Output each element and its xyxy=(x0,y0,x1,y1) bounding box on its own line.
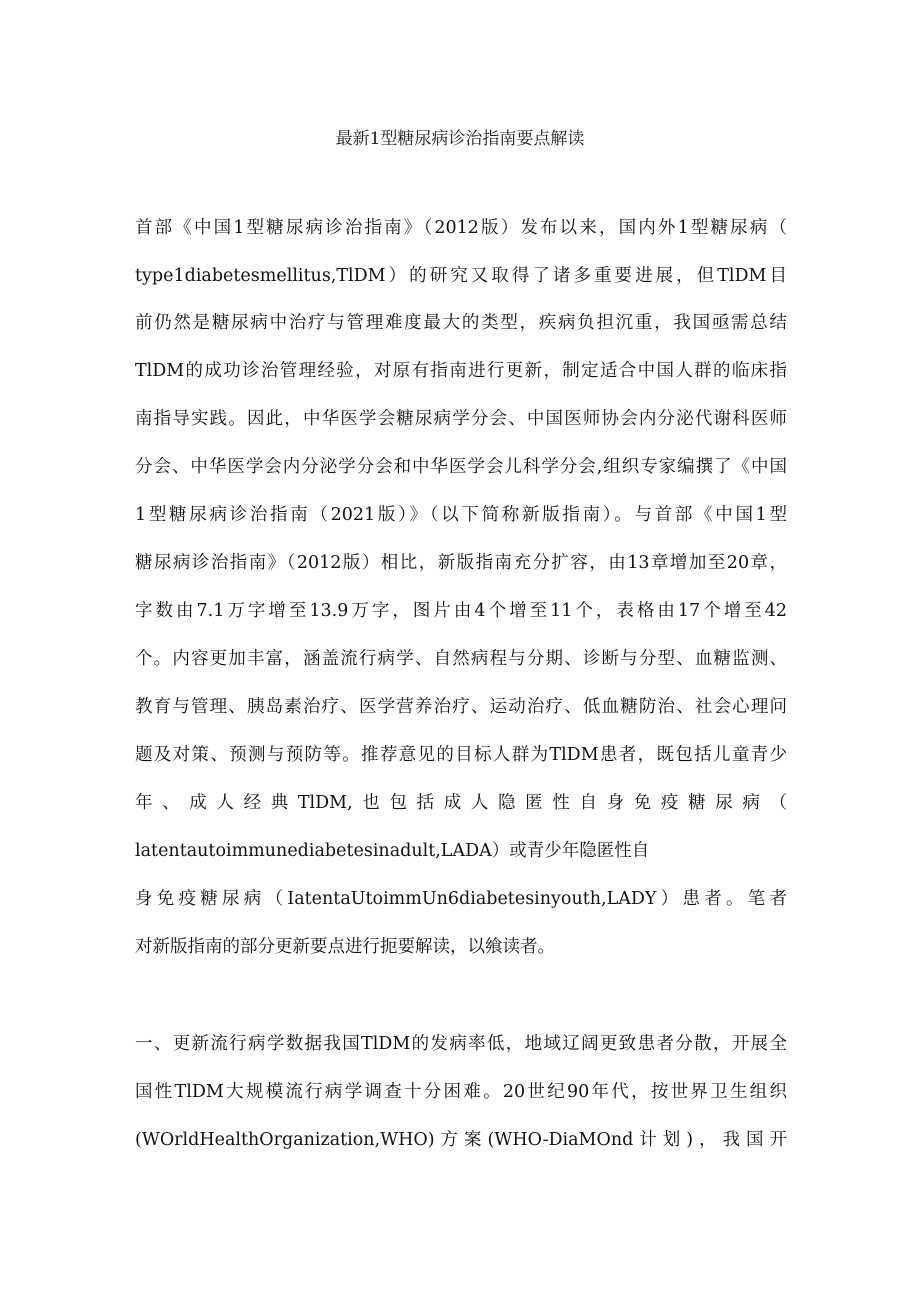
paragraph-line: type1diabetesmellitus,TlDM）的研究又取得了诸多重要进展，但TlDM目 xyxy=(135,266,787,286)
document-title: 最新1型糖尿病诊治指南要点解读 xyxy=(335,129,585,149)
paragraph-line: 首部《中国1型糖尿病诊治指南》（2012版）发布以来，国内外1型糖尿病（ xyxy=(135,218,787,238)
paragraph-line: 分会、中华医学会内分泌学分会和中华医学会儿科学分会,组织专家编撰了《中国 xyxy=(135,457,787,477)
paragraph-line: 个。内容更加丰富，涵盖流行病学、自然病程与分期、诊断与分型、血糖监测、 xyxy=(135,649,787,669)
paragraph-line: 国性TlDM大规模流行病学调查十分困难。20世纪90年代，按世界卫生组织 xyxy=(135,1082,787,1102)
paragraph-line: 前仍然是糖尿病中治疗与管理难度最大的类型，疾病负担沉重，我国亟需总结 xyxy=(135,313,787,333)
paragraph-line: latentautoimmunediabetesinadult,LADA）或青少年隐匿性自 xyxy=(135,841,650,861)
paragraph-line: 糖尿病诊治指南》（2012版）相比，新版指南充分扩容，由13章增加至20章， xyxy=(135,553,787,573)
paragraph-line: 一、更新流行病学数据我国TlDM的发病率低，地域辽阔更致患者分散，开展全 xyxy=(135,1034,787,1054)
paragraph-line: 教育与管理、胰岛素治疗、医学营养治疗、运动治疗、低血糖防治、社会心理问 xyxy=(135,697,787,717)
paragraph-line: 身免疫糖尿病（IatentaUtoimmUn6diabetesinyouth,LADY）患者。笔者 xyxy=(135,889,787,909)
paragraph-line: 1型糖尿病诊治指南（2021版）》（以下简称新版指南）。与首部《中国1型 xyxy=(135,505,787,525)
paragraph-line: 题及对策、预测与预防等。推荐意见的目标人群为TlDM患者，既包括儿童青少 xyxy=(135,745,787,765)
paragraph-line: 字数由7.1万字增至13.9万字，图片由4个增至11个，表格由17个增至42 xyxy=(135,601,787,621)
paragraph-line: TlDM的成功诊治管理经验，对原有指南进行更新，制定适合中国人群的临床指 xyxy=(135,361,787,381)
paragraph-line: 对新版指南的部分更新要点进行扼要解读，以飨读者。 xyxy=(135,937,555,957)
paragraph-line: 南指导实践。因此，中华医学会糖尿病学分会、中国医师协会内分泌代谢科医师 xyxy=(135,409,787,429)
paragraph-line: (WOrldHealthOrganization,WHO)方案(WHO-DiaMOnd计划)，我国开 xyxy=(135,1130,787,1150)
paragraph-line: 年、成人经典TlDM,也包括成人隐匿性自身免疫糖尿病（ xyxy=(135,793,787,813)
